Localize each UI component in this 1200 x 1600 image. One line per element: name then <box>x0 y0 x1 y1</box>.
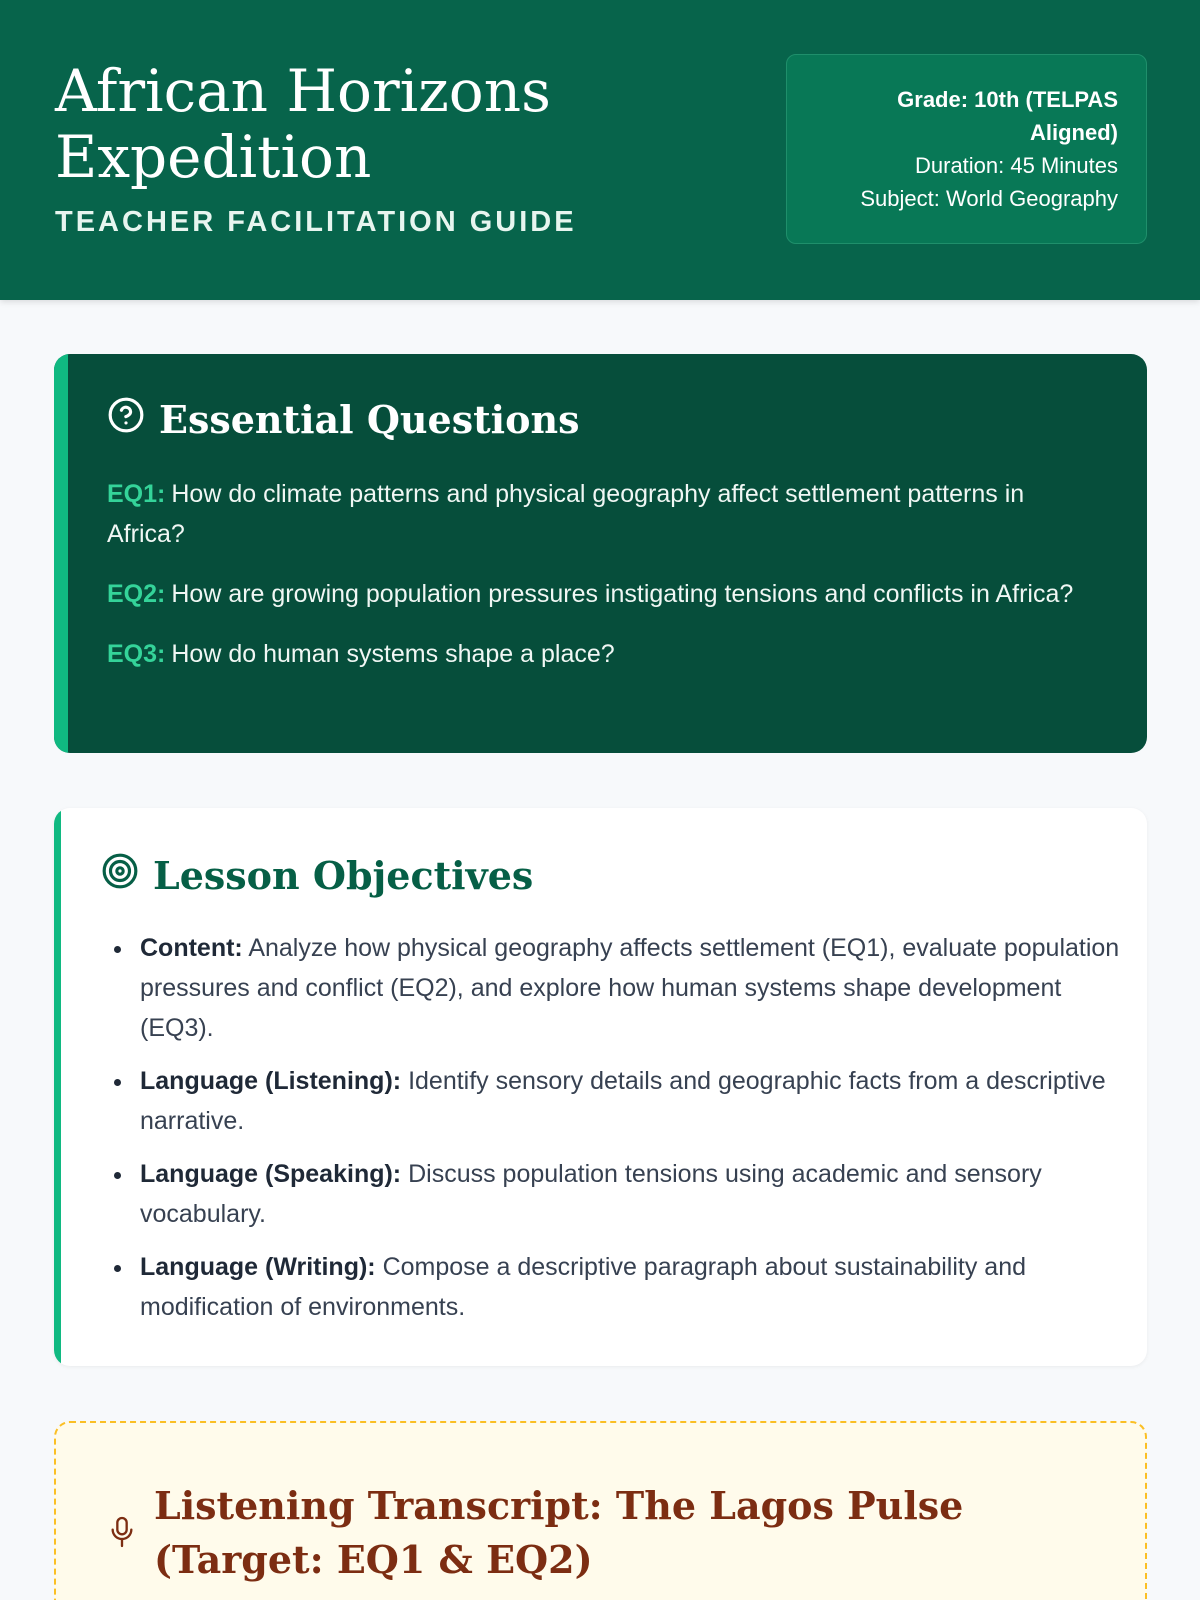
objective-text: Identify sensory details and geographic facts from a descriptive narrative. <box>140 1067 1106 1135</box>
objective-label: Content: <box>140 934 243 962</box>
eq-item <box>107 574 1107 614</box>
eq-label: EQ1: <box>107 480 166 508</box>
essential-questions-title: Essential Questions <box>159 397 580 442</box>
essential-questions-list <box>107 474 1107 694</box>
objectives-list <box>140 928 1140 1340</box>
eq-text: How are growing population pressures instigating tensions and conflicts in Africa? <box>171 580 1074 608</box>
card-accent-bar <box>54 354 68 753</box>
objective-label: Language (Listening): <box>140 1067 402 1095</box>
transcript-title: Listening Transcript: The Lagos Pulse (Target: EQ1 & EQ2) <box>154 1483 964 1582</box>
objective-text: Compose a descriptive paragraph about sustainability and modification of environments. <box>140 1253 1027 1321</box>
objective-label: Language (Writing): <box>140 1253 376 1281</box>
eq-item <box>107 634 1107 674</box>
lesson-objectives-card <box>54 808 1147 1366</box>
objective-text: Analyze how physical geography affects settlement (EQ1), evaluate population pressures and conflict (EQ2), and explore how human systems shape development (EQ3). <box>140 934 1120 1042</box>
lesson-objectives-title: Lesson Objectives <box>153 853 534 898</box>
subject-text: Subject: World Geography <box>860 186 1118 211</box>
objective-item <box>140 1154 1140 1234</box>
transcript-heading <box>108 1479 1088 1587</box>
essential-questions-heading <box>107 396 580 443</box>
microphone-icon <box>108 1509 136 1563</box>
listening-transcript-card <box>54 1421 1147 1600</box>
objective-item <box>140 928 1140 1048</box>
essential-questions-card <box>54 354 1147 753</box>
eq-text: How do climate patterns and physical geography affect settlement patterns in Africa? <box>107 480 1025 548</box>
page-title: African Horizons Expedition <box>55 57 551 191</box>
lesson-objectives-heading <box>101 852 533 899</box>
eq-label: EQ3: <box>107 640 166 668</box>
objective-item <box>140 1061 1140 1141</box>
card-accent-bar <box>54 808 61 1366</box>
objective-item <box>140 1247 1140 1327</box>
eq-text: How do human systems shape a place? <box>171 640 615 668</box>
page-subtitle: TEACHER FACILITATION GUIDE <box>55 206 577 238</box>
page-header <box>0 0 1200 300</box>
objective-text: Discuss population tensions using academic and sensory vocabulary. <box>140 1160 1042 1228</box>
question-circle-icon <box>107 396 145 443</box>
lesson-meta-card <box>786 54 1147 244</box>
target-icon <box>101 852 139 899</box>
grade-text: Grade: 10th (TELPAS Aligned) <box>897 87 1118 145</box>
objective-label: Language (Speaking): <box>140 1160 402 1188</box>
duration-text: Duration: 45 Minutes <box>915 153 1118 178</box>
eq-item <box>107 474 1107 554</box>
eq-label: EQ2: <box>107 580 166 608</box>
